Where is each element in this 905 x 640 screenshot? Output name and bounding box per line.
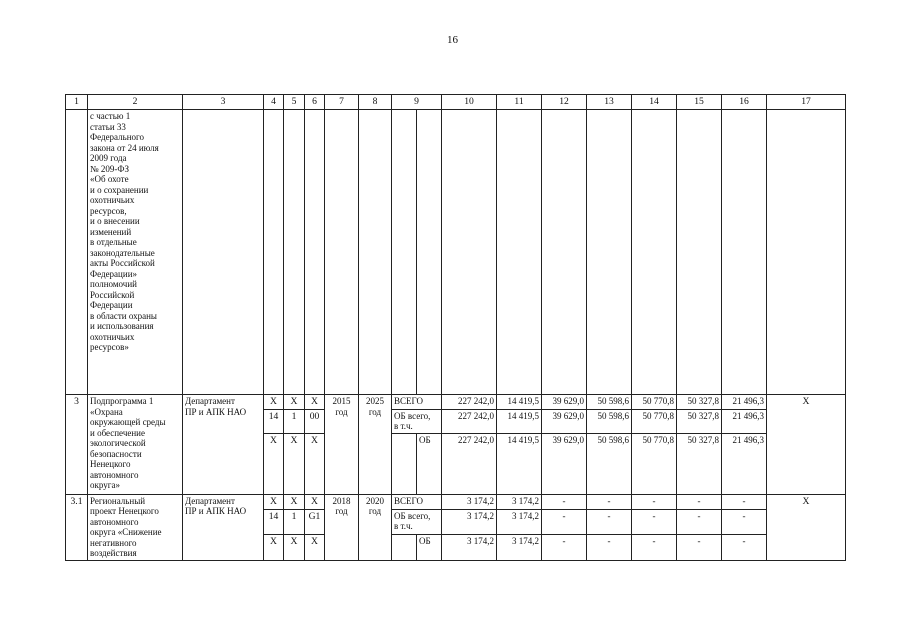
value-cell: 50 598,6 <box>587 395 632 410</box>
value-cell: 3 174,2 <box>442 494 497 509</box>
value-cell: 21 496,3 <box>722 409 767 433</box>
continuation-text: с частью 1 статьи 33 Федерального закона от 24 июля 2009 года № 209-ФЗ «Об охоте и о сохранении охотничьих ресурсов, и о внесении изменений в отдельные законодательные акты Российской Федерации» полномочий Российской Федерации в области охраны и использования охотничьих ресурсов» <box>88 110 183 395</box>
header-cell-16: 16 <box>722 95 767 110</box>
start-year: 2015 год <box>325 395 359 495</box>
value-cell: 3 174,2 <box>497 494 542 509</box>
value-cell: - <box>542 509 587 534</box>
value-cell: 50 327,8 <box>677 433 722 494</box>
value-cell: - <box>587 509 632 534</box>
table-row <box>66 395 846 410</box>
code-cell: X <box>284 433 305 494</box>
value-cell: - <box>677 494 722 509</box>
header-cell-5: 5 <box>284 95 305 110</box>
header-cell-8: 8 <box>359 95 392 110</box>
code-cell: X <box>284 534 305 560</box>
fund-label: ВСЕГО <box>392 494 442 509</box>
value-cell: 39 629,0 <box>542 409 587 433</box>
value-cell: 39 629,0 <box>542 433 587 494</box>
header-row <box>66 95 846 110</box>
row-executor: Департамент ПР и АПК НАО <box>183 494 264 560</box>
code-cell: X <box>264 433 284 494</box>
code-cell: X <box>264 494 284 509</box>
code-cell: X <box>305 395 325 410</box>
value-cell: 227 242,0 <box>442 433 497 494</box>
code-cell: X <box>305 433 325 494</box>
fund-label: ОБ всего, в т.ч. <box>392 409 442 433</box>
value-cell: 21 496,3 <box>722 395 767 410</box>
row-executor: Департамент ПР и АПК НАО <box>183 395 264 495</box>
value-cell: 50 327,8 <box>677 409 722 433</box>
row-number: 3.1 <box>66 494 88 560</box>
code-cell: 1 <box>284 409 305 433</box>
row-name: Региональный проект Ненецкого автономного округа «Снижение негативного воздействия <box>88 494 183 560</box>
value-cell: - <box>542 494 587 509</box>
header-cell-15: 15 <box>677 95 722 110</box>
fund-label: ОБ <box>417 534 442 560</box>
value-cell: - <box>722 534 767 560</box>
code-cell: X <box>264 395 284 410</box>
header-cell-3: 3 <box>183 95 264 110</box>
fund-label: ВСЕГО <box>392 395 442 410</box>
header-cell-17: 17 <box>767 95 846 110</box>
end-year: 2020 год <box>359 494 392 560</box>
header-cell-12: 12 <box>542 95 587 110</box>
code-cell: X <box>284 395 305 410</box>
row-number: 3 <box>66 395 88 495</box>
value-cell: - <box>542 534 587 560</box>
code-cell: X <box>264 534 284 560</box>
value-cell: 227 242,0 <box>442 409 497 433</box>
row-name: Подпрограмма 1 «Охрана окружающей среды и обеспечение экологической безопасности Ненецкого автономного округа» <box>88 395 183 495</box>
code-cell: X <box>305 534 325 560</box>
value-cell: 14 419,5 <box>497 409 542 433</box>
col17-cell: X <box>767 494 846 560</box>
value-cell: 50 598,6 <box>587 409 632 433</box>
value-cell: - <box>677 534 722 560</box>
value-cell: 21 496,3 <box>722 433 767 494</box>
code-cell: 1 <box>284 509 305 534</box>
value-cell: 50 770,8 <box>632 433 677 494</box>
value-cell: 3 174,2 <box>442 509 497 534</box>
col17-cell: X <box>767 395 846 495</box>
value-cell: - <box>587 534 632 560</box>
program-table <box>65 94 846 561</box>
header-cell-6: 6 <box>305 95 325 110</box>
value-cell: 227 242,0 <box>442 395 497 410</box>
end-year: 2025 год <box>359 395 392 495</box>
code-cell: X <box>284 494 305 509</box>
header-cell-7: 7 <box>325 95 359 110</box>
value-cell: - <box>677 509 722 534</box>
value-cell: - <box>632 509 677 534</box>
code-cell: X <box>305 494 325 509</box>
value-cell: - <box>722 494 767 509</box>
value-cell: - <box>587 494 632 509</box>
value-cell: 39 629,0 <box>542 395 587 410</box>
value-cell: 14 419,5 <box>497 433 542 494</box>
start-year: 2018 год <box>325 494 359 560</box>
value-cell: 50 770,8 <box>632 395 677 410</box>
fund-label: ОБ всего, в т.ч. <box>392 509 442 534</box>
fund-label: ОБ <box>417 433 442 494</box>
header-cell-2: 2 <box>88 95 183 110</box>
page-number: 16 <box>447 34 458 46</box>
header-cell-1: 1 <box>66 95 88 110</box>
code-cell: 14 <box>264 509 284 534</box>
value-cell: 3 174,2 <box>497 534 542 560</box>
value-cell: - <box>632 494 677 509</box>
table-row <box>66 494 846 509</box>
code-cell: 00 <box>305 409 325 433</box>
code-cell: G1 <box>305 509 325 534</box>
header-cell-9: 9 <box>392 95 442 110</box>
header-cell-4: 4 <box>264 95 284 110</box>
continuation-row <box>66 110 846 395</box>
header-cell-10: 10 <box>442 95 497 110</box>
value-cell: 50 327,8 <box>677 395 722 410</box>
value-cell: 3 174,2 <box>442 534 497 560</box>
value-cell: 50 770,8 <box>632 409 677 433</box>
value-cell: 50 598,6 <box>587 433 632 494</box>
header-cell-14: 14 <box>632 95 677 110</box>
value-cell: - <box>722 509 767 534</box>
header-cell-11: 11 <box>497 95 542 110</box>
code-cell: 14 <box>264 409 284 433</box>
header-cell-13: 13 <box>587 95 632 110</box>
value-cell: - <box>632 534 677 560</box>
value-cell: 3 174,2 <box>497 509 542 534</box>
value-cell: 14 419,5 <box>497 395 542 410</box>
